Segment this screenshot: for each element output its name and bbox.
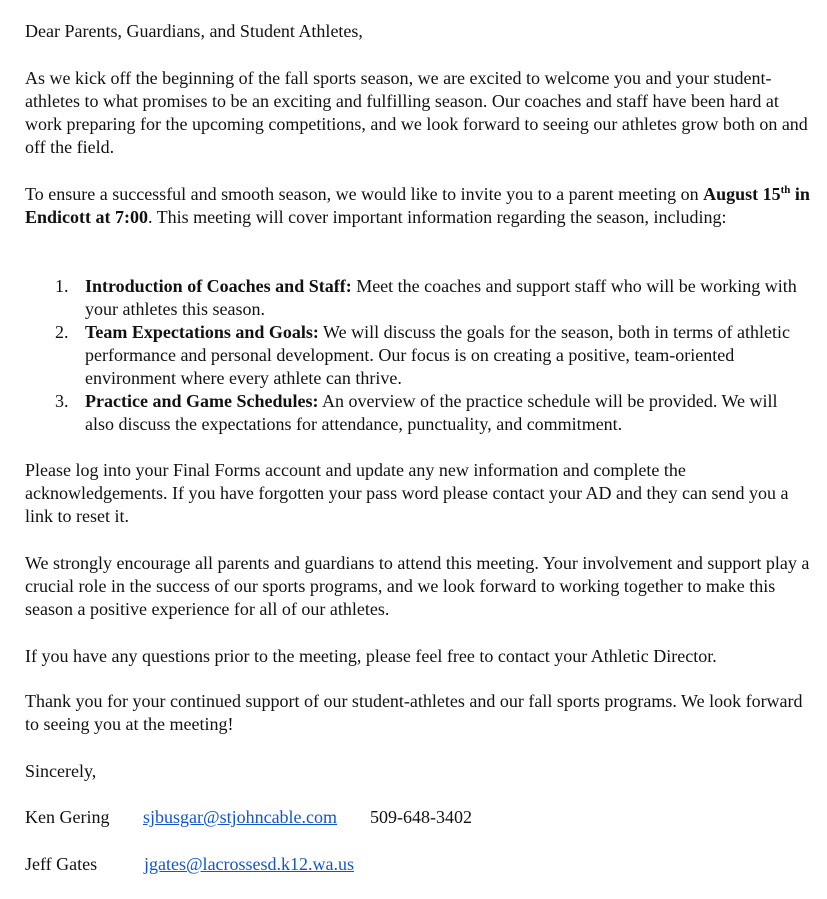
salutation: Dear Parents, Guardians, and Student Athletes,	[25, 21, 363, 41]
paragraph-questions: If you have any questions prior to the meeting, please feel free to contact your Athletic Director.	[25, 646, 717, 666]
agenda-item-text: An overview of the practice schedule will be provided. We will also discuss the expectations for attendance, punctuality, and commitment.	[85, 391, 778, 434]
meeting-invite-intro: To ensure a successful and smooth season, we would like to invite you to a parent meeting on	[25, 184, 704, 204]
signer-row	[25, 853, 525, 876]
agenda-item-text: Meet the coaches and support staff who will be working with your athletes this season.	[85, 276, 797, 319]
agenda-item-number: 3.	[55, 391, 69, 411]
signer-row	[25, 806, 525, 829]
agenda-list	[25, 275, 805, 436]
agenda-item-number: 1.	[55, 276, 69, 296]
agenda-item-number: 2.	[55, 322, 69, 342]
signer-name: Jeff Gates	[25, 854, 98, 874]
paragraph-welcome: As we kick off the beginning of the fall sports season, we are excited to welcome you and your student-athletes to what promises to be an exciting and fulfilling season. Our coaches and staff have been hard at work preparing for the upcoming competitions, and we look forward to seeing our athletes grow both on and off the field.	[25, 68, 808, 157]
paragraph-thanks: Thank you for your continued support of our student-athletes and our fall sports programs. We look forward to seeing you at the meeting!	[25, 691, 803, 734]
agenda-item-title: Team Expectations and Goals:	[85, 322, 319, 342]
closing: Sincerely,	[25, 761, 97, 781]
meeting-date-location: August 15th in Endicott at 7:00	[25, 184, 810, 227]
paragraph-meeting-invite	[25, 183, 815, 229]
paragraph-encourage: We strongly encourage all parents and guardians to attend this meeting. Your involvement and support play a crucial role in the success of our sports programs, and we look forward to working together to make this season a positive experience for all of our athletes.	[25, 553, 810, 619]
signer-name: Ken Gering	[25, 807, 110, 827]
agenda-item	[25, 390, 805, 436]
signer-email-link[interactable]: sjbusgar@stjohncable.com	[143, 807, 338, 827]
agenda-item-title: Introduction of Coaches and Staff:	[85, 276, 352, 296]
agenda-item	[25, 275, 805, 321]
agenda-item-text: We will discuss the goals for the season, both in terms of athletic performance and personal development. Our focus is on creating a positive, team-oriented environment where every athlete can thrive.	[85, 322, 790, 388]
agenda-item	[25, 321, 805, 390]
date-suffix: th	[780, 184, 791, 196]
signer-phone: 509-648-3402	[370, 807, 472, 827]
meeting-invite-outro: . This meeting will cover important information regarding the season, including:	[148, 207, 727, 227]
signer-email-link[interactable]: jgates@lacrossesd.k12.wa.us	[144, 854, 355, 874]
paragraph-final-forms: Please log into your Final Forms account and update any new information and complete the acknowledgements. If you have forgotten your pass word please contact your AD and they can send you a link to reset it.	[25, 460, 789, 526]
agenda-item-title: Practice and Game Schedules:	[85, 391, 319, 411]
